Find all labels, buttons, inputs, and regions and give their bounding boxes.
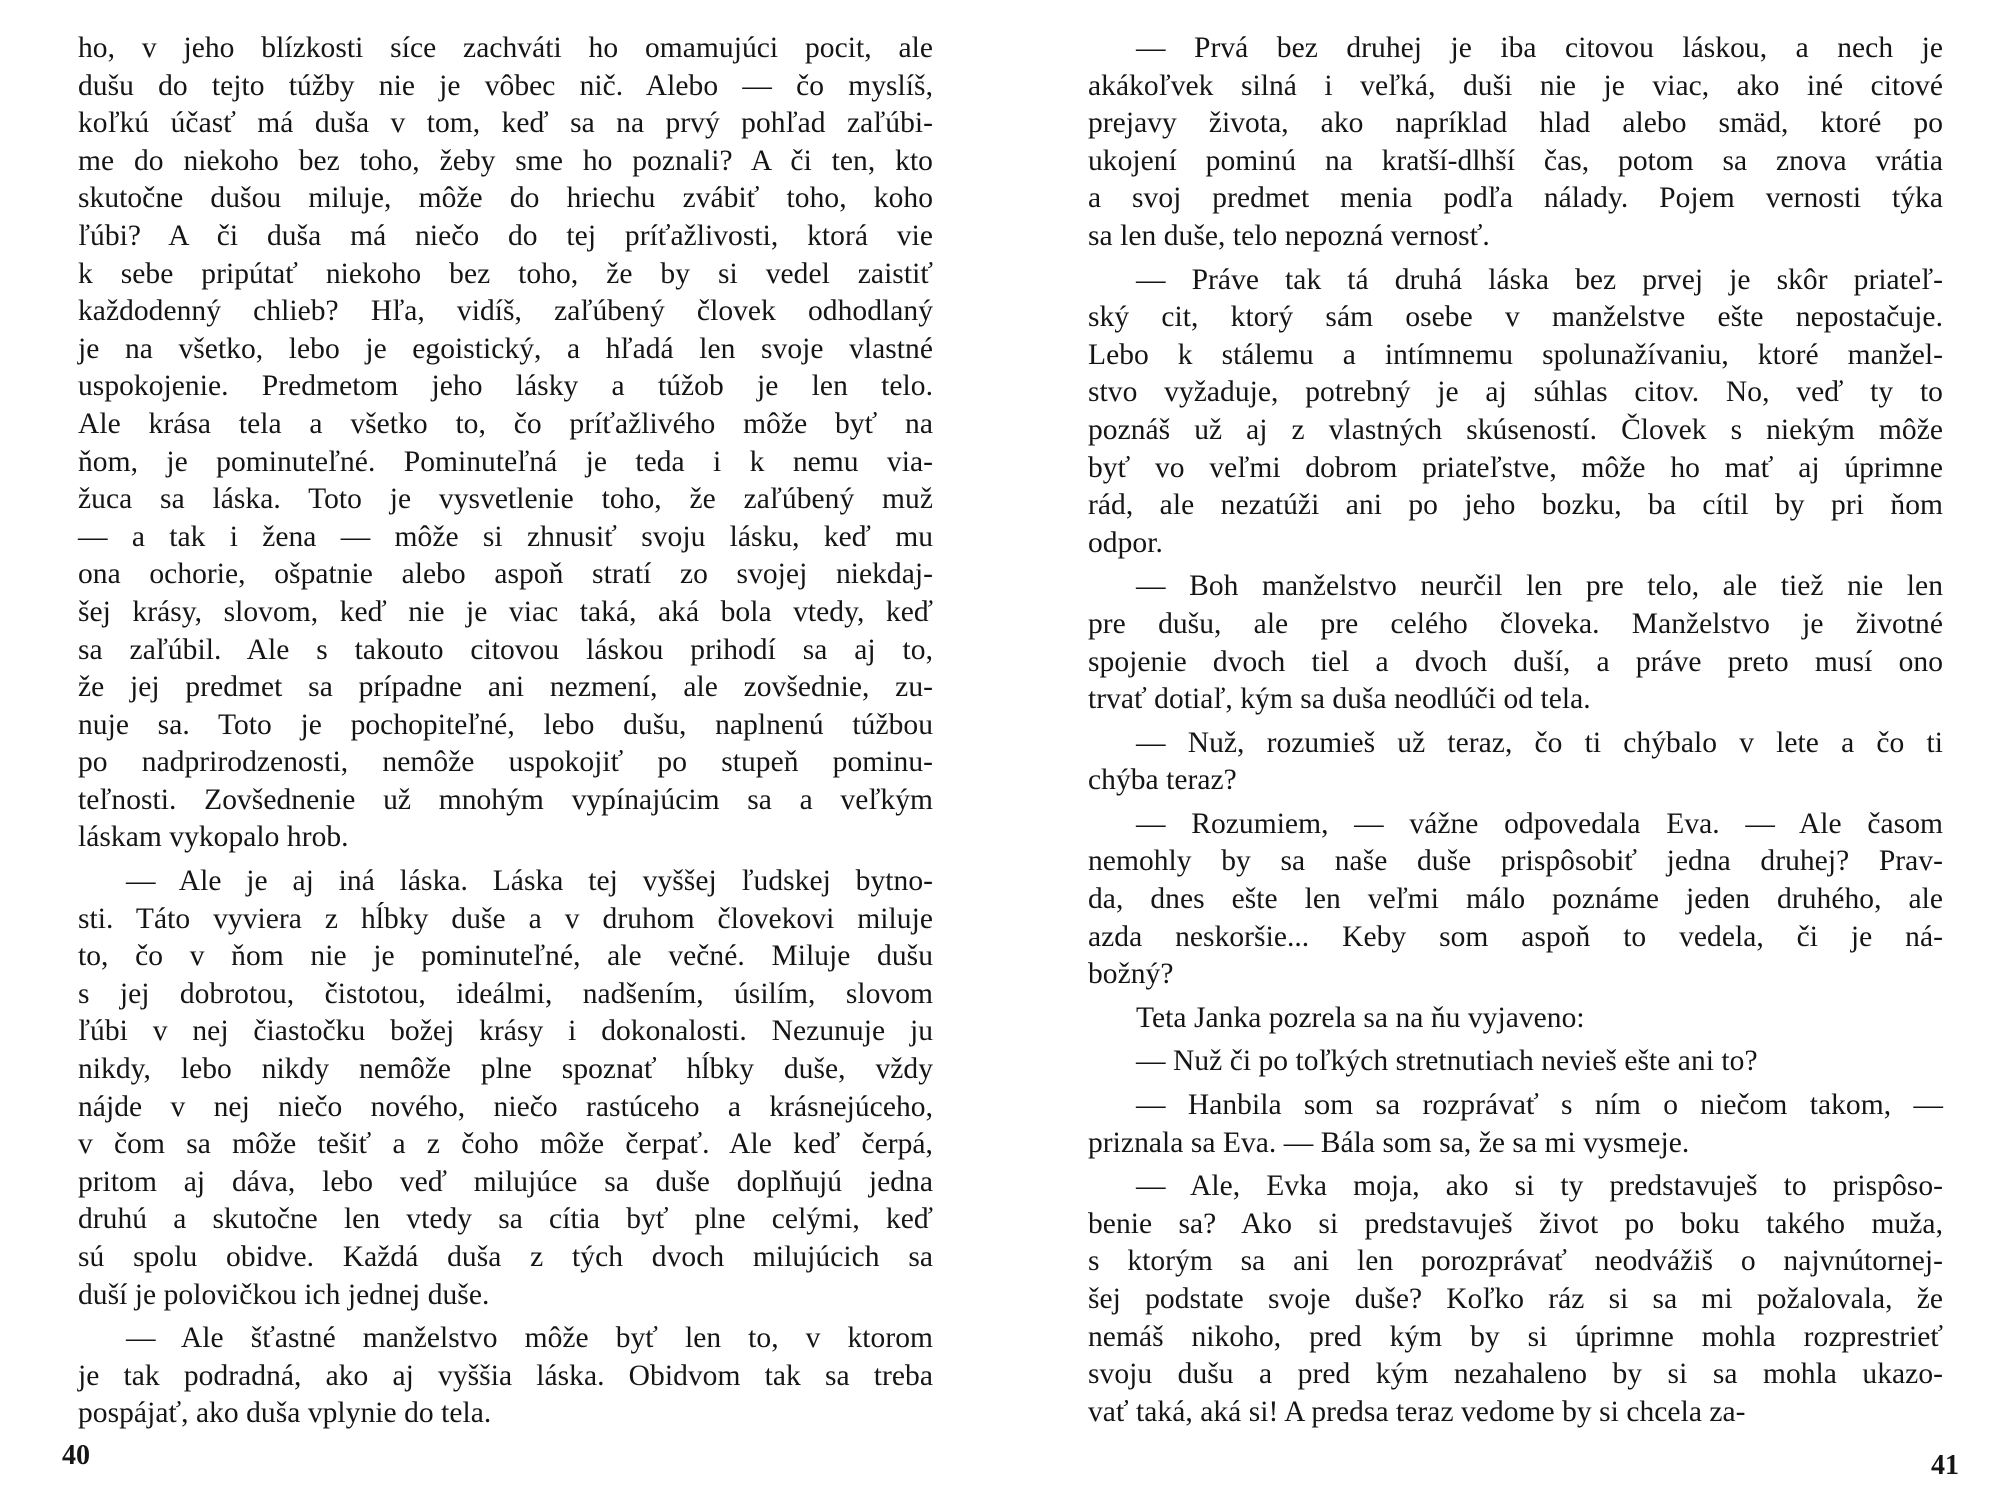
text-line: pre dušu, ale pre celého človeka. Manželstvo je životné: [1088, 607, 1943, 640]
paragraph: [1088, 806, 1943, 994]
text-line: po nadprirodzenosti, nemôže uspokojiť po stupeň pominu-: [78, 746, 933, 779]
text-line: nikdy, lebo nikdy nemôže plne spoznať hĺbky duše, vždy: [78, 1053, 933, 1086]
text-line: že jej predmet sa prípadne ani nezmení, ale zovšednie, zu-: [78, 671, 933, 704]
text-line: da, dnes ešte len veľmi málo poznáme jeden druhého, ale: [1088, 883, 1943, 916]
text-line: svoju dušu a pred kým nezahaleno by si sa mohla ukazo-: [1088, 1358, 1943, 1391]
text-line: pritom aj dáva, lebo veď milujúce sa duše doplňujú jedna: [78, 1165, 933, 1198]
text-line: ľúbi v nej čiastočku božej krásy i dokonalosti. Nezunuje ju: [78, 1015, 933, 1048]
text-line: me do niekoho bez toho, žeby sme ho poznali? A či ten, kto: [78, 144, 933, 177]
text-line: ona ochorie, ošpatnie alebo aspoň stratí zo svojej niekdaj-: [78, 558, 933, 591]
text-line: s ktorým sa ani len porozprávať neodvážiš o najvnútornej-: [1088, 1245, 1943, 1278]
text-line: šej krásy, slovom, keď nie je viac taká, aká bola vtedy, keď: [78, 595, 933, 628]
text-line: benie sa? Ako si predstavuješ život po boku takého muža,: [1088, 1207, 1943, 1240]
text-line: — Hanbila som sa rozprávať s ním o niečom takom, —: [1136, 1089, 1943, 1122]
text-line: spojenie dvoch tiel a dvoch duší, a práve preto musí ono: [1088, 645, 1943, 678]
text-line: — a tak i žena — môže si zhnusiť svoju lásku, keď mu: [78, 520, 933, 553]
paragraph: [1088, 30, 1943, 256]
text-line: akákoľvek silná i veľká, duši nie je viac, ako iné citové: [1088, 69, 1943, 102]
text-line: duší je polovičkou ich jednej duše.: [78, 1278, 490, 1311]
text-line: teľnosti. Zovšednenie už mnohým vypínajúcim sa a veľkým: [78, 783, 933, 816]
page-number-left: 40: [62, 1440, 90, 1471]
text-line: — Nuž či po toľkých stretnutiach nevieš ešte ani to?: [1136, 1045, 1758, 1078]
paragraph: [78, 30, 933, 857]
text-line: nájde v nej niečo nového, niečo rastúceho a krásnejúceho,: [78, 1090, 933, 1123]
text-line: v čom sa môže tešiť a z čoho môže čerpať. Ale keď čerpá,: [78, 1128, 933, 1161]
right-page-text: [1088, 30, 1943, 1437]
text-line: Ale krása tela a všetko to, čo príťažlivého môže byť na: [78, 407, 933, 440]
paragraph: [1088, 1087, 1943, 1162]
text-line: sú spolu obidve. Každá duša z tých dvoch milujúcich sa: [78, 1241, 933, 1273]
text-line: — Práve tak tá druhá láska bez prvej je skôr priateľ-: [1136, 263, 1943, 296]
text-line: to, čo v ňom nie je pominuteľné, ale večné. Miluje dušu: [78, 940, 933, 973]
paragraph: [1088, 725, 1943, 800]
text-line: žuca sa láska. Toto je vysvetlenie toho, že zaľúbený muž: [78, 483, 933, 516]
text-line: vať taká, aká si! A predsa teraz vedome by si chcela za-: [1088, 1395, 1746, 1428]
paragraph: [1088, 1000, 1943, 1038]
text-line: skutočne dušou miluje, môže do hriechu zvábiť toho, koho: [78, 182, 933, 215]
paragraph: [1088, 262, 1943, 563]
text-line: ukojení pominú na kratší-dlhší čas, potom sa znova vrátia: [1088, 144, 1943, 177]
text-line: je tak podradná, ako aj vyššia láska. Obidvom tak sa treba: [78, 1359, 933, 1392]
text-line: nemáš nikoho, pred kým by si úprimne mohla rozprestrieť: [1088, 1320, 1943, 1353]
text-line: každodenný chlieb? Hľa, vidíš, zaľúbený človek odhodlaný: [78, 295, 933, 328]
text-line: — Rozumiem, — vážne odpovedala Eva. — Ale časom: [1136, 807, 1943, 840]
left-page-text: [78, 30, 933, 1439]
text-line: šej podstate svoje duše? Koľko ráz si sa mi požalovala, že: [1088, 1283, 1943, 1315]
text-line: Lebo k stálemu a intímnemu spolunažívaniu, ktoré manžel-: [1088, 338, 1943, 371]
text-line: poznáš už aj z vlastných skúseností. Človek s niekým môže: [1088, 413, 1943, 446]
text-line: s jej dobrotou, čistotou, ideálmi, nadšením, úsilím, slovom: [78, 977, 933, 1010]
text-line: sti. Táto vyviera z hĺbky duše a v druhom človekovi miluje: [78, 902, 933, 935]
text-line: koľkú účasť má duša v tom, keď sa na prvý pohľad zaľúbi-: [78, 107, 933, 140]
text-line: uspokojenie. Predmetom jeho lásky a túžob je len telo.: [78, 370, 933, 403]
text-line: — Ale, Evka moja, ako si ty predstavuješ to prispôso-: [1136, 1170, 1943, 1203]
paragraph: [1088, 568, 1943, 718]
text-line: ňom, je pominuteľné. Pominuteľná je teda i k nemu via-: [78, 445, 933, 478]
text-line: chýba teraz?: [1088, 764, 1237, 797]
text-line: — Ale šťastné manželstvo môže byť len to, v ktorom: [126, 1322, 933, 1355]
paragraph: [1088, 1043, 1943, 1081]
text-line: ský cit, ktorý sám osebe v manželstve ešte nepostačuje.: [1088, 301, 1943, 334]
text-line: nemohly by sa naše duše prispôsobiť jedna druhej? Prav-: [1088, 845, 1943, 878]
paragraph: [1088, 1168, 1943, 1431]
text-line: sa zaľúbil. Ale s takouto citovou láskou prihodí sa aj to,: [78, 633, 933, 666]
text-line: ľúbi? A či duša má niečo do tej príťažlivosti, ktorá vie: [78, 219, 933, 252]
text-line: sa len duše, telo nepozná vernosť.: [1088, 219, 1490, 252]
text-line: odpor.: [1088, 526, 1163, 559]
text-line: dušu do tejto túžby nie je vôbec nič. Alebo — čo myslíš,: [78, 69, 933, 102]
text-line: je na všetko, lebo je egoistický, a hľadá len svoje vlastné: [78, 332, 933, 365]
text-line: prejavy života, ako napríklad hlad alebo smäd, ktoré po: [1088, 107, 1943, 140]
text-line: byť vo veľmi dobrom priateľstve, môže ho mať aj úprimne: [1088, 451, 1943, 484]
text-line: Teta Janka pozrela sa na ňu vyjaveno:: [1136, 1001, 1585, 1034]
text-line: trvať dotiaľ, kým sa duša neodlúči od tela.: [1088, 683, 1591, 716]
text-line: — Ale je aj iná láska. Láska tej vyššej ľudskej bytno-: [126, 865, 933, 898]
text-line: azda neskoršie... Keby som aspoň to vedela, či je ná-: [1088, 920, 1943, 953]
paragraph: [78, 1320, 933, 1433]
text-line: božný?: [1088, 958, 1174, 991]
right-page: [1006, 0, 2012, 1500]
text-line: priznala sa Eva. — Bála som sa, že sa mi vysmeje.: [1088, 1126, 1690, 1159]
text-line: nuje sa. Toto je pochopiteľné, lebo dušu, naplnenú túžbou: [78, 708, 933, 741]
text-line: stvo vyžaduje, potrebný je aj súhlas citov. No, veď ty to: [1088, 376, 1943, 409]
text-line: k sebe pripútať niekoho bez toho, že by si vedel zaistiť: [78, 257, 933, 290]
text-line: — Prvá bez druhej je iba citovou láskou, a nech je: [1136, 32, 1943, 64]
text-line: láskam vykopalo hrob.: [78, 821, 349, 854]
text-line: ho, v jeho blízkosti síce zachváti ho omamujúci pocit, ale: [78, 32, 933, 64]
text-line: druhú a skutočne len vtedy sa cítia byť plne celými, keď: [78, 1203, 933, 1236]
text-line: — Nuž, rozumieš už teraz, čo ti chýbalo v lete a čo ti: [1136, 726, 1943, 759]
text-line: a svoj predmet menia podľa nálady. Pojem vernosti týka: [1088, 182, 1943, 215]
paragraph: [78, 863, 933, 1314]
text-line: rád, ale nezatúži ani po jeho bozku, ba cítil by pri ňom: [1088, 489, 1943, 522]
text-line: — Boh manželstvo neurčil len pre telo, ale tiež nie len: [1136, 570, 1943, 603]
page-number-right: 41: [1931, 1450, 1959, 1481]
text-line: pospájať, ako duša vplynie do tela.: [78, 1397, 492, 1430]
